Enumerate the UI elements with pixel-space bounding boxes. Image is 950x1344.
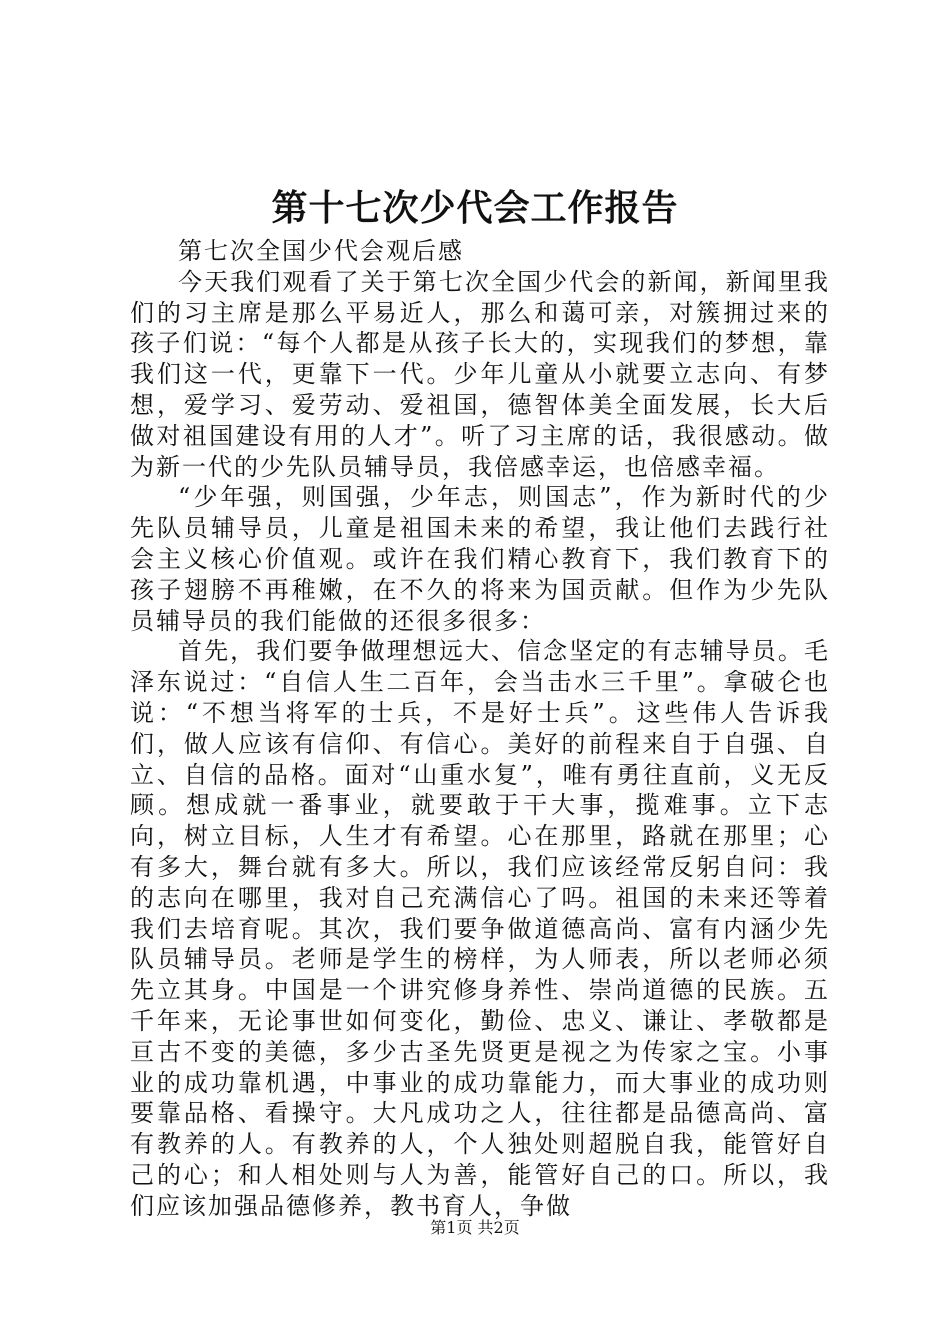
document-title: 第十七次少代会工作报告 — [271, 187, 679, 229]
document-subtitle: 第七次全国少代会观后感 — [178, 237, 464, 265]
paragraph-2: “少年强，则国强，少年志，则国志”，作为新时代的少先队员辅导员，儿童是祖国未来的希望，我让他们去践行社会主义核心价值观。或许在我们精心教育下，我们教育下的孩子翅膀不再稚嫩，在不久的将来为国贡献。但作为少先队员辅导员的我们能做的还很多很多： — [130, 483, 830, 635]
page-number-footer: 第1页 共2页 — [430, 1218, 520, 1237]
paragraph-1: 今天我们观看了关于第七次全国少代会的新闻，新闻里我们的习主席是那么平易近人，那么和蔼可亲，对簇拥过来的孩子们说：“每个人都是从孩子长大的，实现我们的梦想，靠我们这一代，更靠下一代。少年儿童从小就要立志向、有梦想，爱学习、爱劳动、爱祖国，德智体美全面发展，长大后做对祖国建设有用的人才”。听了习主席的话，我很感动。做为新一代的少先队员辅导员，我倍感幸运，也倍感幸福。 — [130, 267, 830, 481]
paragraph-3: 首先，我们要争做理想远大、信念坚定的有志辅导员。毛泽东说过：“自信人生二百年，会当击水三千里”。拿破仑也说：“不想当将军的士兵，不是好士兵”。这些伟人告诉我们，做人应该有信仰、有信心。美好的前程来自于自强、自立、自信的品格。面对“山重水复”，唯有勇往直前，义无反顾。想成就一番事业，就要敢于干大事，揽难事。立下志向，树立目标，人生才有希望。心在那里，路就在那里；心有多大，舞台就有多大。所以，我们应该经常反躬自问：我的志向在哪里，我对自己充满信心了吗。祖国的未来还等着我们去培育呢。其次，我们要争做道德高尚、富有内涵少先队员辅导员。老师是学生的榜样，为人师表，所以老师必须先立其身。中国是一个讲究修身养性、崇尚道德的民族。五千年来，无论事世如何变化，勤俭、忠义、谦让、孝敬都是亘古不变的美德，多少古圣先贤更是视之为传家之宝。小事业的成功靠机遇，中事业的成功靠能力，而大事业的成功则要靠品格、看操守。大凡成功之人，往往都是品德高尚、富有教养的人。有教养的人，个人独处则超脱自我，能管好自己的心；和人相处则与人为善，能管好自己的口。所以，我们应该加强品德修养，教书育人，争做 — [130, 637, 830, 1220]
document-body — [130, 236, 830, 1222]
